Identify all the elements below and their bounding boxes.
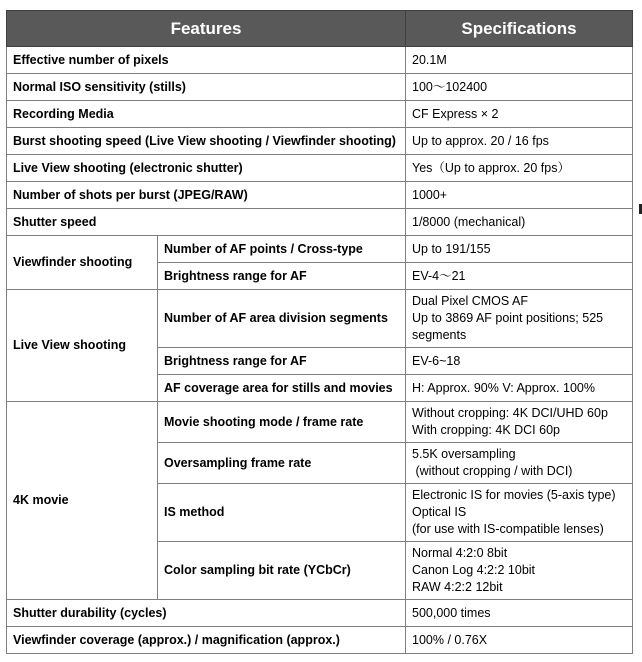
- header-row: [7, 11, 633, 47]
- feature-cell: Number of AF area division segments: [158, 290, 406, 348]
- value-line: Without cropping: 4K DCI/UHD 60p: [412, 406, 608, 420]
- value-line: Up to 3869 AF point positions; 525: [412, 311, 604, 325]
- table-row: [7, 290, 633, 348]
- specifications-header: Specifications: [406, 11, 633, 47]
- value-cell: 100～102400: [406, 74, 633, 101]
- value-cell: Up to 191/155: [406, 236, 633, 263]
- feature-cell: Brightness range for AF: [158, 348, 406, 375]
- group-cell-movie: 4K movie: [7, 402, 158, 600]
- feature-cell: Number of shots per burst (JPEG/RAW): [7, 182, 406, 209]
- value-cell: EV-4～21: [406, 263, 633, 290]
- value-cell: [406, 484, 633, 542]
- value-cell: EV-6~18: [406, 348, 633, 375]
- value-cell: [406, 290, 633, 348]
- value-cell: 1000+: [406, 182, 633, 209]
- group-cell-viewfinder: Viewfinder shooting: [7, 236, 158, 290]
- features-header: Features: [7, 11, 406, 47]
- value-line: With cropping: 4K DCI 60p: [412, 423, 560, 437]
- table-row: [7, 209, 633, 236]
- table-row: [7, 128, 633, 155]
- feature-cell: IS method: [158, 484, 406, 542]
- value-line: (without cropping / with DCI): [412, 464, 573, 478]
- value-cell: 100% / 0.76X: [406, 627, 633, 654]
- value-cell: 1/8000 (mechanical): [406, 209, 633, 236]
- feature-cell: Shutter durability (cycles): [7, 600, 406, 627]
- feature-cell: Normal ISO sensitivity (stills): [7, 74, 406, 101]
- value-line: Dual Pixel CMOS AF: [412, 294, 529, 308]
- feature-cell: Color sampling bit rate (YCbCr): [158, 542, 406, 600]
- value-line: Canon Log 4:2:2 10bit: [412, 563, 536, 577]
- value-line: Normal 4:2:0 8bit: [412, 546, 508, 560]
- table-row: [7, 74, 633, 101]
- value-cell: Yes（Up to approx. 20 fps）: [406, 155, 633, 182]
- value-cell: [406, 402, 633, 443]
- table-row: [7, 47, 633, 74]
- value-line: 5.5K oversampling: [412, 447, 516, 461]
- value-cell: 500,000 times: [406, 600, 633, 627]
- table-row: [7, 182, 633, 209]
- value-cell: H: Approx. 90% V: Approx. 100%: [406, 375, 633, 402]
- feature-cell: Brightness range for AF: [158, 263, 406, 290]
- table-row: [7, 155, 633, 182]
- table-row: [7, 627, 633, 654]
- feature-cell: Number of AF points / Cross-type: [158, 236, 406, 263]
- feature-cell: Effective number of pixels: [7, 47, 406, 74]
- feature-cell: Recording Media: [7, 101, 406, 128]
- value-line: (for use with IS-compatible lenses): [412, 522, 604, 536]
- value-cell: CF Express × 2: [406, 101, 633, 128]
- value-cell: [406, 443, 633, 484]
- feature-cell: Viewfinder coverage (approx.) / magnification (approx.): [7, 627, 406, 654]
- table-row: [7, 101, 633, 128]
- value-cell: Up to approx. 20 / 16 fps: [406, 128, 633, 155]
- group-cell-liveview: Live View shooting: [7, 290, 158, 402]
- feature-cell: Oversampling frame rate: [158, 443, 406, 484]
- value-cell: 20.1M: [406, 47, 633, 74]
- value-line: Optical IS: [412, 505, 467, 519]
- table-row: [7, 236, 633, 263]
- value-line: Electronic IS for movies (5-axis type): [412, 488, 616, 502]
- table-row: [7, 600, 633, 627]
- feature-cell: Shutter speed: [7, 209, 406, 236]
- value-line: RAW 4:2:2 12bit: [412, 580, 503, 594]
- feature-cell: Burst shooting speed (Live View shooting / Viewfinder shooting): [7, 128, 406, 155]
- feature-cell: AF coverage area for stills and movies: [158, 375, 406, 402]
- value-line: segments: [412, 328, 467, 342]
- specifications-table: [6, 10, 633, 654]
- value-cell: [406, 542, 633, 600]
- feature-cell: Movie shooting mode / frame rate: [158, 402, 406, 443]
- feature-cell: Live View shooting (electronic shutter): [7, 155, 406, 182]
- table-row: [7, 402, 633, 443]
